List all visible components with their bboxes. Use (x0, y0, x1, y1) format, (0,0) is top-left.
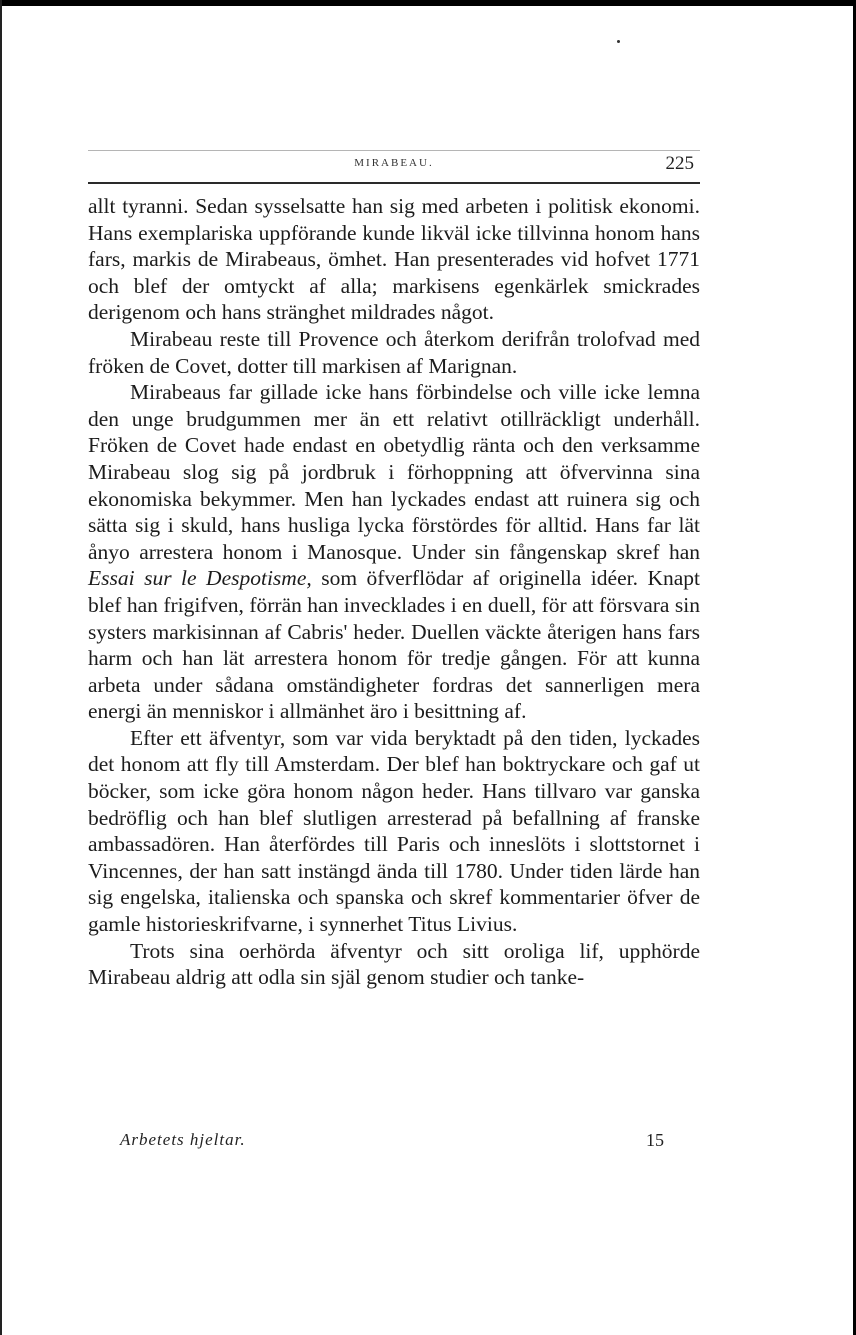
scan-speck (617, 40, 620, 43)
page-number: 225 (665, 153, 694, 174)
paragraph-5: Trots sina oerhörda äfventyr och sitt oroliga lif, upphörde Mirabeau aldrig att odla sin själ genom studier och tanke- (88, 938, 700, 990)
paragraph-1: allt tyranni. Sedan sysselsatte han sig med arbeten i politisk ekonomi. Hans exemplariska uppförande kunde likväl icke tillvinna honom hans fars, markis de Mirabeaus, ömhet. Han presenterades vid hofvet 1771 och blef der omtyckt af alla; markisens egenkärlek smickrades derigenom och hans stränghet mildrades något. (88, 194, 700, 325)
paragraph-3-part-2: som öfverflödar af originella idéer. Knapt blef han frigifven, förrän han invecklades i en duell, för att försvara sin systers markisinnan af Cabris' heder. Duellen väckte återigen hans fars harm och han lät arrestera honom för tredje gången. För att kunna arbeta under sådana omständigheter fordras det sannerligen mera energi än menniskor i allmänhet äro i besittning af. (88, 566, 700, 724)
paragraph-2: Mirabeau reste till Provence och återkom derifrån trolofvad med fröken de Covet, dotter till markisen af Marignan. (88, 326, 700, 378)
signature-mark-number: 15 (646, 1130, 664, 1150)
header-faint-rule (88, 150, 700, 151)
running-head (88, 153, 700, 181)
paragraph-4: Efter ett äfventyr, som var vida beryktadt på den tiden, lyckades det honom att fly till Amsterdam. Der blef han boktryckare och gaf ut böcker, som icke göra honom någon heder. Hans tillvaro var ganska bedröflig och han blef slutligen arresterad på befallning af franske ambassadören. Han återfördes till Paris och inneslöts i slottstornet i Vincennes, der han satt instängd ända till 1780. Under tiden lärde han sig engelska, italienska och spanska och skref kommentarier öfver de gamle historieskrifvarne, i synnerhet Titus Livius. (88, 725, 700, 937)
body-text (88, 193, 700, 991)
scan-left-border (0, 0, 2, 1335)
running-head-title: MIRABEAU. (354, 157, 434, 169)
signature-mark-title: Arbetets hjeltar. (120, 1130, 246, 1149)
scan-top-border (0, 0, 856, 6)
paragraph-3-part-1: Mirabeaus far gillade icke hans förbindelse och ville icke lemna den unge brudgummen mer än ett relativt otillräckligt underhåll. Fröken de Covet hade endast en obetydlig ränta och den verksamme Mirabeau slog sig på jordbruk i förhoppning att öfvervinna sina ekonomiska bekymmer. Men han lyckades endast att ruinera sig och sätta sig i skuld, hans husliga lycka förstördes för alltid. Hans far lät ånyo arrestera honom i Manosque. Under sin fångenskap skref han (88, 380, 700, 564)
book-title: Essai sur le Despotisme, (88, 566, 312, 591)
header-rule (88, 182, 700, 184)
paragraph-3 (88, 379, 700, 725)
